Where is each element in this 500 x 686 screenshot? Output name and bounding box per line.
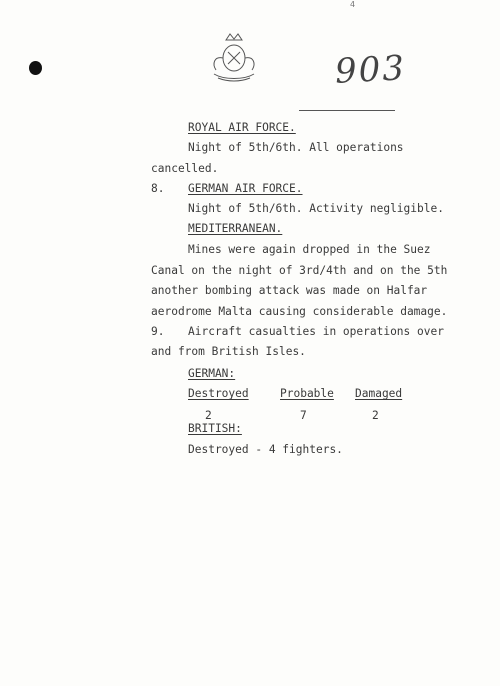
gaf-heading: GERMAN AIR FORCE. bbox=[188, 182, 303, 195]
british-heading: BRITISH: bbox=[188, 422, 242, 435]
med-line-4: aerodrome Malta causing considerable damage. bbox=[151, 305, 448, 318]
corner-mark: 4 bbox=[350, 0, 356, 9]
punch-hole bbox=[29, 61, 42, 75]
raf-heading: ROYAL AIR FORCE. bbox=[188, 121, 296, 134]
raf-line-2: cancelled. bbox=[151, 162, 219, 175]
table-value-destroyed: 2 bbox=[205, 409, 212, 422]
med-line-1: Mines were again dropped in the Suez bbox=[188, 243, 431, 256]
item-8-number: 8. bbox=[151, 182, 165, 195]
table-header-damaged: Damaged bbox=[355, 387, 403, 400]
item-9-line-2: and from British Isles. bbox=[151, 345, 306, 358]
british-line: Destroyed - 4 fighters. bbox=[188, 443, 343, 456]
folio-rule bbox=[299, 110, 395, 111]
table-value-probable: 7 bbox=[300, 409, 307, 422]
med-heading: MEDITERRANEAN. bbox=[188, 222, 283, 235]
german-heading: GERMAN: bbox=[188, 367, 236, 380]
med-line-3: another bombing attack was made on Halfar bbox=[151, 284, 428, 297]
med-line-2: Canal on the night of 3rd/4th and on the 5th bbox=[151, 264, 448, 277]
folio-number: 903 bbox=[334, 48, 407, 92]
gaf-line: Night of 5th/6th. Activity negligible. bbox=[188, 202, 444, 215]
raf-line-1: Night of 5th/6th. All operations bbox=[188, 141, 404, 154]
item-9-number: 9. bbox=[151, 325, 165, 338]
table-value-damaged: 2 bbox=[372, 409, 379, 422]
royal-crest-icon bbox=[208, 30, 260, 84]
item-9-line-1: Aircraft casualties in operations over bbox=[188, 325, 444, 338]
table-header-probable: Probable bbox=[280, 387, 334, 400]
table-header-destroyed: Destroyed bbox=[188, 387, 249, 400]
